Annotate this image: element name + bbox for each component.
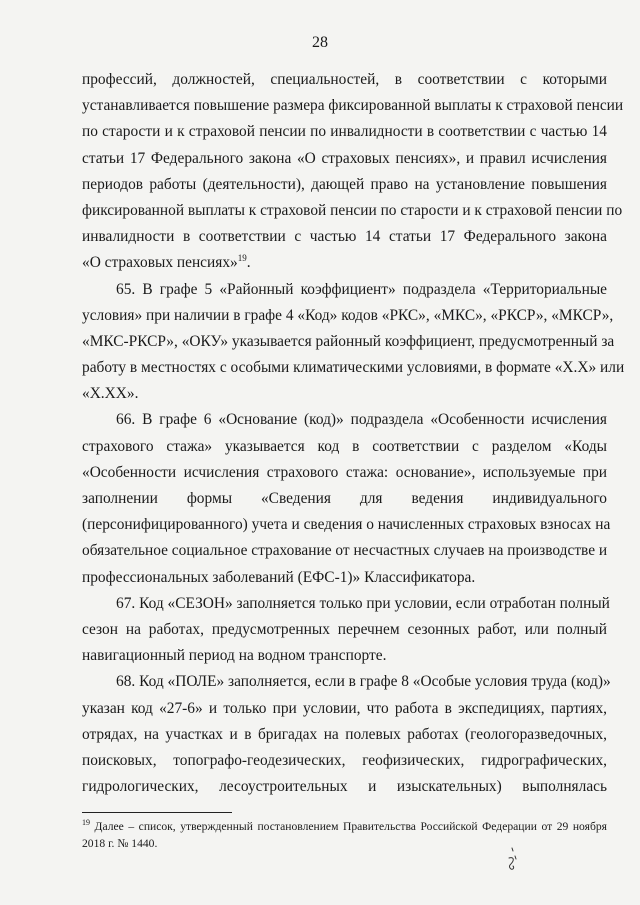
paragraph-67-first-line: 67. Код «СЕЗОН» заполняется только при условии, если отработан полный (116, 594, 610, 612)
footnote-line: 2018 г. № 1440. (82, 837, 158, 850)
body-text (82, 67, 625, 800)
text-line: профессий, должностей, специальностей, в соответствии с которыми (82, 71, 607, 88)
text-line: обязательное социальное страхование от несчастных случаев на производстве и (82, 542, 608, 560)
text-line-last: «Х.ХХ». (82, 385, 139, 403)
handwritten-mark-icon (500, 846, 524, 876)
footnote-divider (82, 812, 232, 813)
footnote (82, 818, 607, 852)
footnote-reference: 19 (237, 253, 247, 264)
text-line: устанавливается повышение размера фиксированной выплаты к страховой пенсии (82, 97, 624, 115)
text-line: «Особенности исчисления страхового стажа: основание», используемые при (82, 463, 607, 481)
text-line: (персонифицированного) учета и сведения о начисленных страховых взносах на (82, 516, 611, 534)
text-line: поисковых, топографо-геодезических, геофизических, гидрографических, (82, 751, 607, 769)
text-line: «МКС-РКСР», «ОКУ» указывается районный коэффициент, предусмотренный за (82, 332, 615, 350)
text-line-last (82, 250, 607, 276)
text-fragment: . (246, 254, 251, 272)
paragraph-65-first-line: 65. В графе 5 «Районный коэффициент» подраздела «Территориальные (116, 280, 607, 298)
text-line: работу в местностях с особыми климатическими условиями, в формате «Х.Х» или (82, 359, 625, 377)
text-line: статьи 17 Федерального закона «О страховых пенсиях», и правил исчисления (82, 149, 607, 167)
text-line: указан код «27-6» и только при условии, что работа в экспедициях, партиях, (82, 699, 607, 717)
text-line: сезон на работах, предусмотренных перечнем сезонных работ, или полный (82, 620, 607, 638)
page-number: 28 (312, 34, 328, 51)
text-line-last: навигационный период на водном транспорте. (82, 647, 387, 665)
text-line: гидрологических, лесоустроительных и изыскательных) выполнялась (82, 778, 607, 796)
footnote-text: Далее – список, утвержденный постановлением Правительства Российской Федерации от 29 ноября (90, 820, 607, 833)
text-line: отрядах, на участках и в бригадах на полевых работах (геологоразведочных, (82, 725, 607, 743)
text-line: по старости и к страховой пенсии по инвалидности в соответствии с частью 14 (82, 123, 607, 141)
footnote-line (82, 818, 607, 835)
text-line-last: профессиональных заболеваний (ЕФС-1)» Классификатора. (82, 568, 476, 586)
text-line: страхового стажа» указывается код в соответствии с разделом «Коды (82, 437, 607, 455)
text-line: заполнении формы «Сведения для ведения индивидуального (82, 490, 607, 507)
text-line: фиксированной выплаты к страховой пенсии по старости и к страховой пенсии по (82, 201, 623, 219)
text-fragment: «О страховых пенсиях» (82, 254, 238, 272)
text-line: условия» при наличии в графе 4 «Код» кодов «РКС», «МКС», «РКСР», «МКСР», (82, 306, 614, 324)
text-line: периодов работы (деятельности), дающей право на установление повышения (82, 175, 607, 193)
paragraph-66-first-line: 66. В графе 6 «Основание (код)» подраздела «Особенности исчисления (116, 411, 607, 429)
footnote-marker: 19 (82, 818, 90, 828)
text-line: инвалидности в соответствии с частью 14 статьи 17 Федерального закона (82, 228, 607, 246)
paragraph-68-first-line: 68. Код «ПОЛЕ» заполняется, если в графе 8 «Особые условия труда (код)» (116, 673, 611, 691)
